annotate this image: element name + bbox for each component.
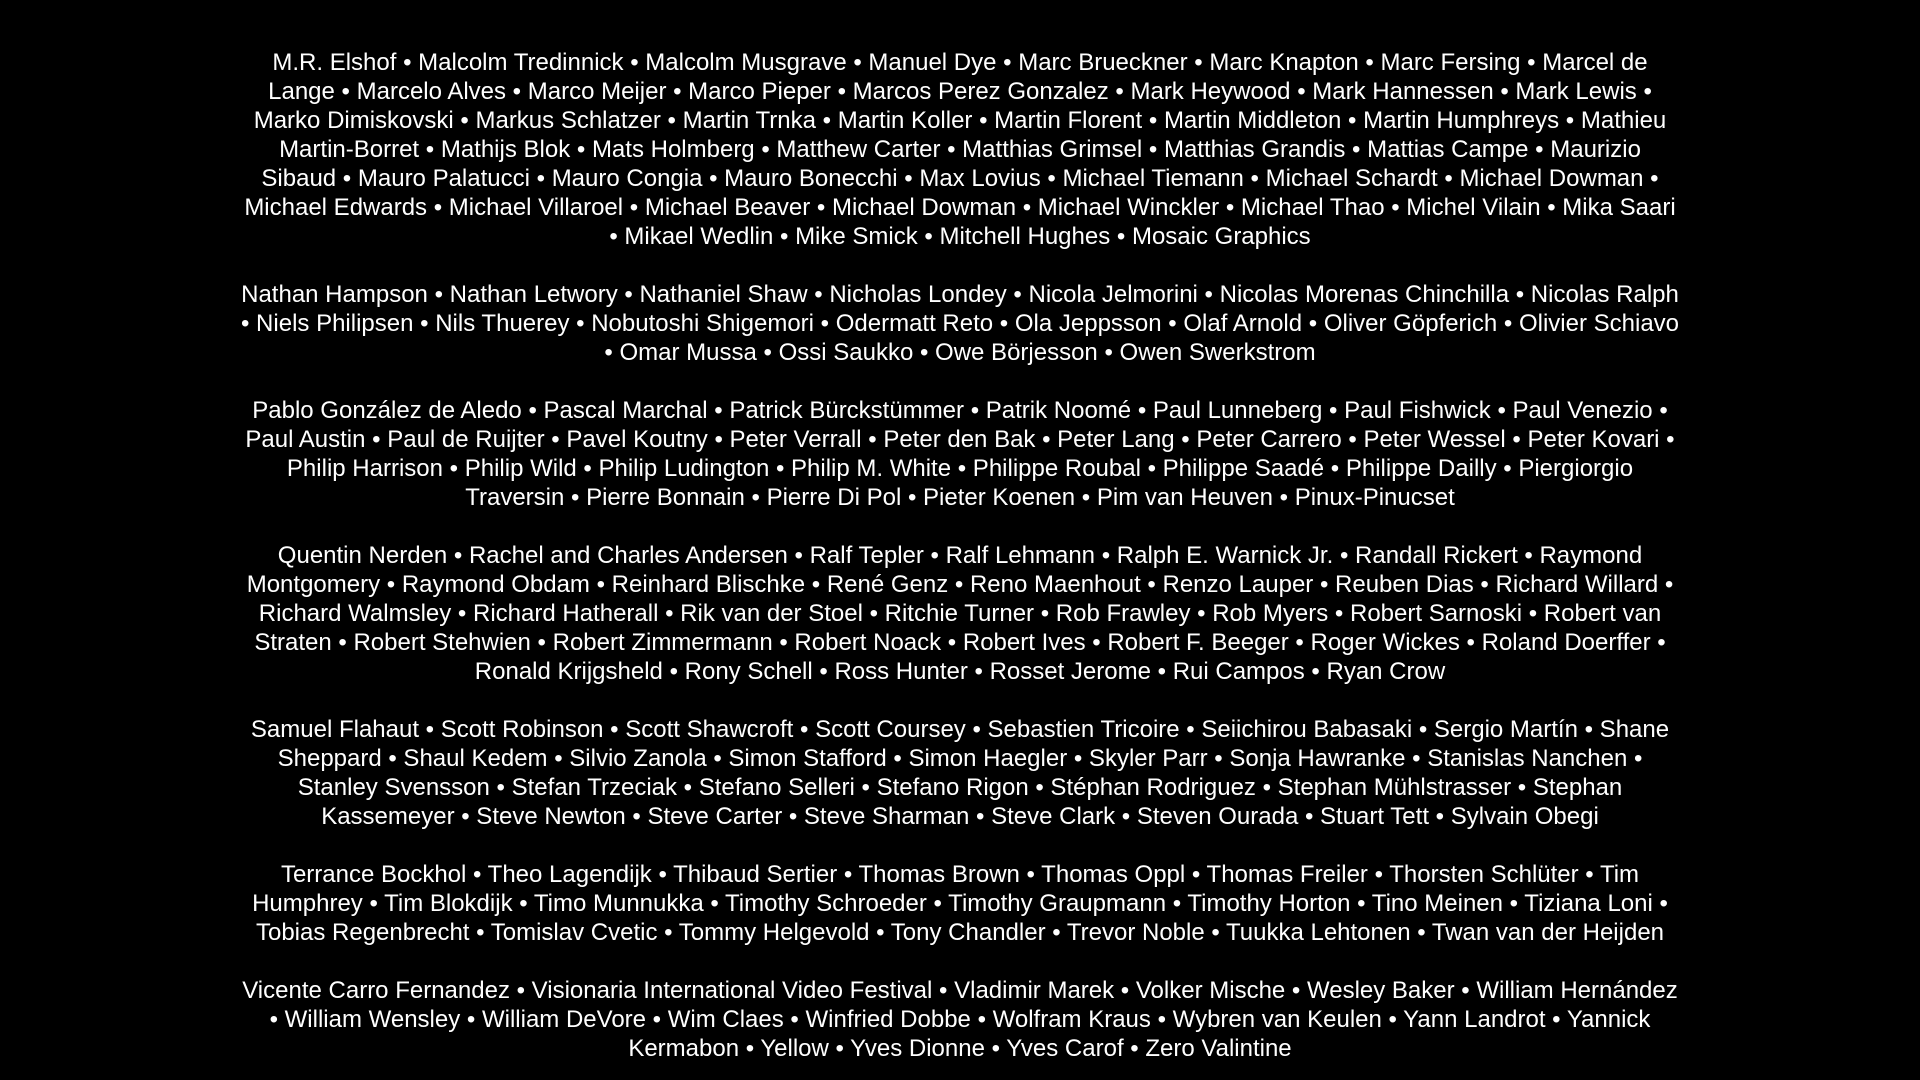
credits-paragraph-t: Terrance Bockhol • Theo Lagendijk • Thibaud Sertier • Thomas Brown • Thomas Oppl • Thomas Freiler • Thorsten Schlüter • Tim Humphrey • Tim Blokdijk • Timo Munnukka • Timothy Schroeder • Timothy Graupmann • Timothy Horton • Tino Meinen • Tiziana Loni • Tobias Regenbrecht • Tomislav Cvetic • Tommy Helgevold • Tony Chandler • Trevor Noble • Tuukka Lehtonen • Twan van der Heijden [252, 861, 1668, 946]
credits-paragraph-q-r: Quentin Nerden • Rachel and Charles Andersen • Ralf Tepler • Ralf Lehmann • Ralph E. Warnick Jr. • Randall Rickert • Raymond Montgomery • Raymond Obdam • Reinhard Blischke • René Genz • Reno Maenhout • Renzo Lauper • Reuben Dias • Richard Willard • Richard Walmsley • Richard Hatherall • Rik van der Stoel • Ritchie Turner • Rob Frawley • Rob Myers • Robert Sarnoski • Robert van Straten • Robert Stehwien • Robert Zimmermann • Robert Noack • Robert Ives • Robert F. Beeger • Roger Wickes • Roland Doerffer • Ronald Krijgsheld • Rony Schell • Ross Hunter • Rosset Jerome • Rui Campos • Ryan Crow [246, 542, 1674, 685]
credits-paragraph-v-z: Vicente Carro Fernandez • Visionaria International Video Festival • Vladimir Marek • Volker Mische • Wesley Baker • William Hernández • William Wensley • William DeVore • Wim Claes • Winfried Dobbe • Wolfram Kraus • Wybren van Keulen • Yann Landrot • Yannick Kermabon • Yellow • Yves Dionne • Yves Carof • Zero Valintine [242, 977, 1678, 1062]
credits-partial-line [240, 0, 1680, 19]
credits-text-block [240, 0, 1680, 1080]
credits-partial-line-text [240, 0, 1680, 1]
credits-paragraph-n-o: Nathan Hampson • Nathan Letwory • Nathaniel Shaw • Nicholas Londey • Nicola Jelmorini • Nicolas Morenas Chinchilla • Nicolas Ralph • Niels Philipsen • Nils Thuerey • Nobutoshi Shigemori • Odermatt Reto • Ola Jeppsson • Olaf Arnold • Oliver Göpferich • Olivier Schiavo • Omar Mussa • Ossi Saukko • Owe Börjesson • Owen Swerkstrom [240, 281, 1680, 366]
credits-paragraph-p: Pablo González de Aledo • Pascal Marchal • Patrick Bürckstümmer • Patrik Noomé • Paul Lunneberg • Paul Fishwick • Paul Venezio • Paul Austin • Paul de Ruijter • Pavel Koutny • Peter Verrall • Peter den Bak • Peter Lang • Peter Carrero • Peter Wessel • Peter Kovari • Philip Harrison • Philip Wild • Philip Ludington • Philip M. White • Philippe Roubal • Philippe Saadé • Philippe Dailly • Piergiorgio Traversin • Pierre Bonnain • Pierre Di Pol • Pieter Koenen • Pim van Heuven • Pinux-Pinucset [245, 397, 1675, 511]
credits-paragraph-s: Samuel Flahaut • Scott Robinson • Scott Shawcroft • Scott Coursey • Sebastien Tricoire • Seiichirou Babasaki • Sergio Martín • Shane Sheppard • Shaul Kedem • Silvio Zanola • Simon Stafford • Simon Haegler • Skyler Parr • Sonja Hawranke • Stanislas Nanchen • Stanley Svensson • Stefan Trzeciak • Stefano Selleri • Stefano Rigon • Stéphan Rodriguez • Stephan Mühlstrasser • Stephan Kassemeyer • Steve Newton • Steve Carter • Steve Sharman • Steve Clark • Steven Ourada • Stuart Tett • Sylvain Obegi [250, 716, 1670, 830]
credits-paragraph-m: M.R. Elshof • Malcolm Tredinnick • Malcolm Musgrave • Manuel Dye • Marc Brueckner • Marc Knapton • Marc Fersing • Marcel de Lange • Marcelo Alves • Marco Meijer • Marco Pieper • Marcos Perez Gonzalez • Mark Heywood • Mark Hannessen • Mark Lewis • Marko Dimiskovski • Markus Schlatzer • Martin Trnka • Martin Koller • Martin Florent • Martin Middleton • Martin Humphreys • Mathieu Martin-Borret • Mathijs Blok • Mats Holmberg • Matthew Carter • Matthias Grimsel • Matthias Grandis • Mattias Campe • Maurizio Sibaud • Mauro Palatucci • Mauro Congia • Mauro Bonecchi • Max Lovius • Michael Tiemann • Michael Schardt • Michael Dowman • Michael Edwards • Michael Villaroel • Michael Beaver • Michael Dowman • Michael Winckler • Michael Thao • Michel Vilain • Mika Saari • Mikael Wedlin • Mike Smick • Mitchell Hughes • Mosaic Graphics [244, 49, 1676, 250]
